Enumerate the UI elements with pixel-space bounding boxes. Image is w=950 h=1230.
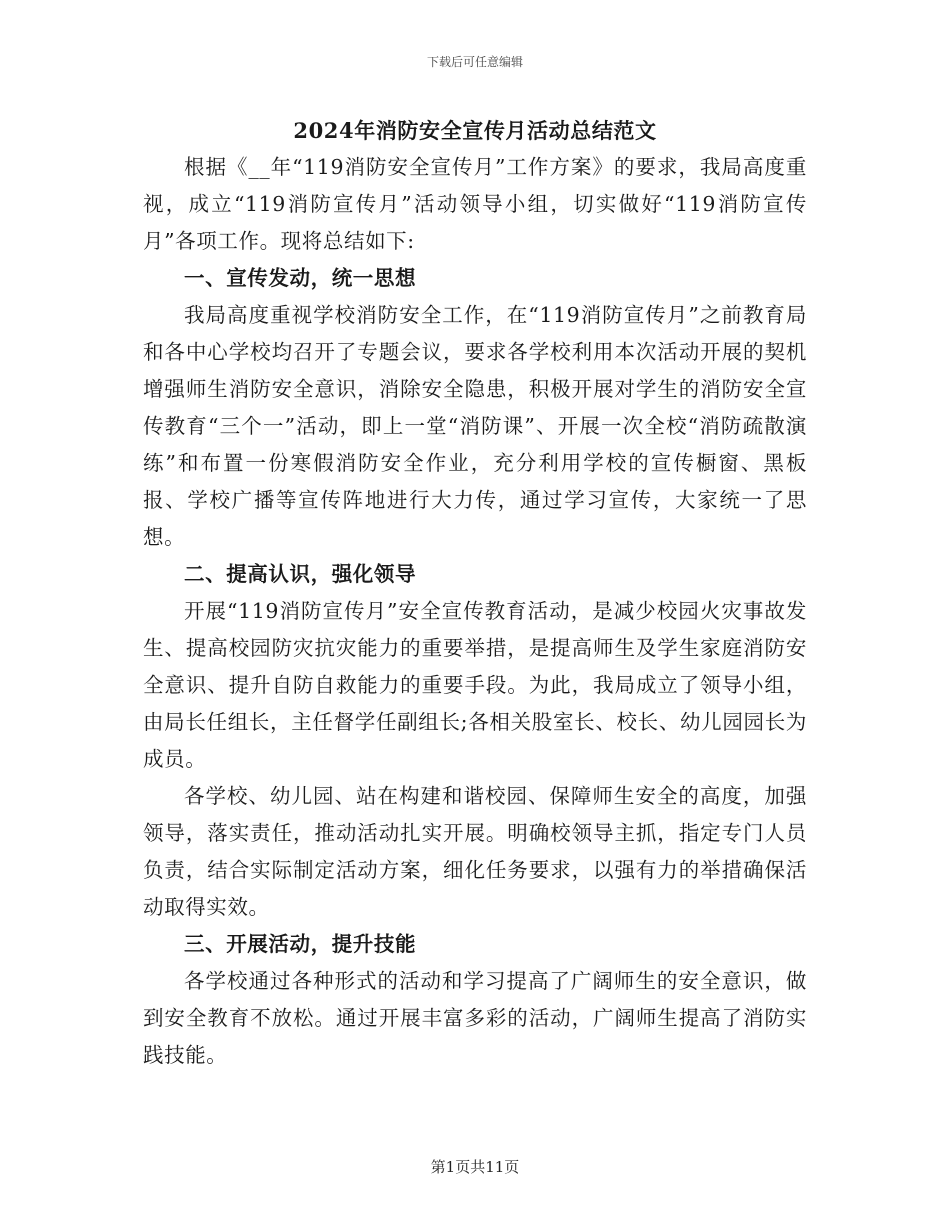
section-2-paragraph-1: 开展“119消防宣传月”安全宣传教育活动，是减少校园火灾事故发生、提高校园防灾抗灾能力的重要举措，是提高师生及学生家庭消防安全意识、提升自防自救能力的重要手段。为此，我局成立了领导小组，由局长任组长，主任督学任副组长;各相关股室长、校长、幼儿园园长为成员。: [143, 599, 807, 771]
header-note: 下载后可任意编辑: [426, 55, 523, 69]
document-body: [143, 112, 807, 1074]
section-heading-2: 二、提高认识，强化领导: [184, 562, 417, 586]
section-2-paragraph-2: 各学校、幼儿园、站在构建和谐校园、保障师生安全的高度，加强领导，落实责任，推动活动扎实开展。明确校领导主抓，指定专门人员负责，结合实际制定活动方案，细化任务要求，以强有力的举措确保活动取得实效。: [143, 784, 807, 919]
section-1-paragraph-1: 我局高度重视学校消防安全工作，在“119消防宣传月”之前教育局和各中心学校均召开了专题会议，要求各学校利用本次活动开展的契机增强师生消防安全意识，消除安全隐患，积极开展对学生的消防安全宣传教育“三个一”活动，即上一堂“消防课”、开展一次全校“消防疏散演练”和布置一份寒假消防安全作业，充分利用学校的宣传橱窗、黑板报、学校广播等宣传阵地进行大力传，通过学习宣传，大家统一了思想。: [143, 303, 807, 549]
section-heading-3: 三、开展活动，提升技能: [184, 932, 417, 956]
section-3-paragraph-1: 各学校通过各种形式的活动和学习提高了广阔师生的安全意识，做到安全教育不放松。通过开展丰富多彩的活动，广阔师生提高了消防实践技能。: [143, 969, 807, 1067]
section-heading-1: 一、宣传发动，统一思想: [184, 266, 417, 290]
page-number: 第1页共11页: [430, 1158, 520, 1176]
document-title: 2024年消防安全宣传月活动总结范文: [293, 118, 657, 143]
intro-paragraph: 根据《__年“119消防安全宣传月”工作方案》的要求，我局高度重视，成立“119消防宣传月”活动领导小组，切实做好“119消防宣传月”各项工作。现将总结如下:: [143, 155, 807, 253]
